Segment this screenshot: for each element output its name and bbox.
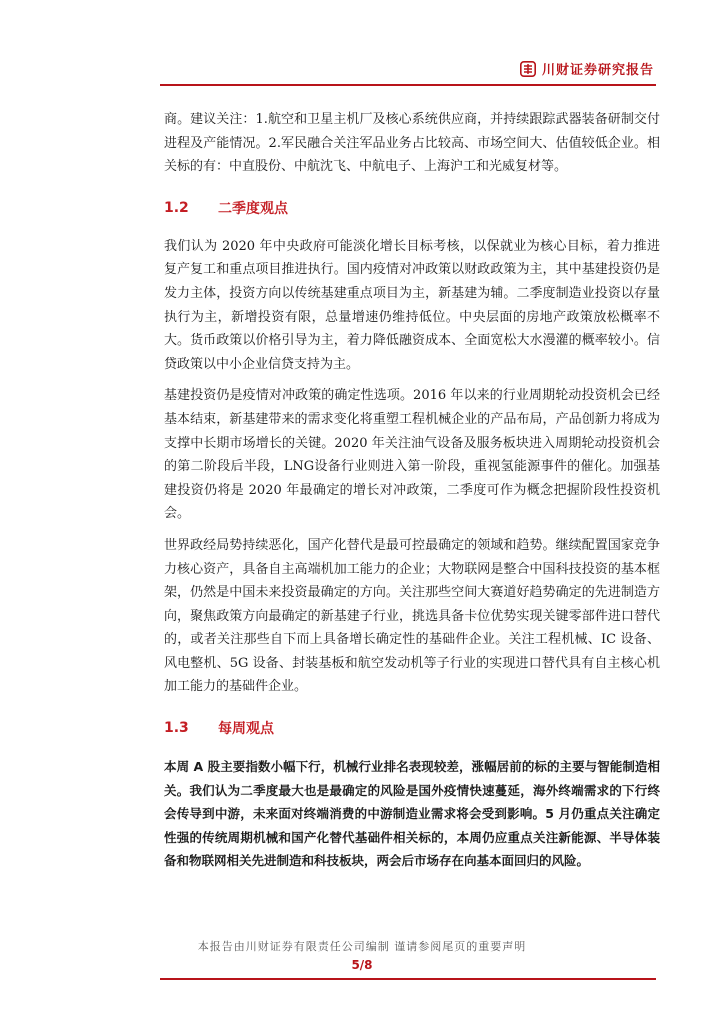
section-number: 1.2 — [164, 199, 189, 216]
chuancai-logo-icon — [520, 61, 536, 77]
page-header — [160, 52, 656, 86]
section-title: 每周观点 — [218, 721, 274, 738]
intro-paragraph: 商。建议关注：1.航空和卫星主机厂及核心系统供应商，并持续跟踪武器装备研制交付进程及产能情况。2.军民融合关注军品业务占比较高、市场空间大、估值较低企业。相关标的有：中直股份、中航沈飞、中航电子、上海沪工和光威复材等。 — [164, 112, 660, 175]
weekly-view-paragraph: 本周 A 股主要指数小幅下行，机械行业排名表现较差，涨幅居前的标的主要与智能制造相关。我们认为二季度最大也是最确定的风险是国外疫情快速蔓延，海外终端需求的下行终会传导到中游，未来面对终端消费的中游制造业需求将会受到影响。5 月仍重点关注确定性强的传统周期机械和国产化替代基础件相关标的，本周仍应重点关注新能源、半导体装备和物联网相关先进制造和科技板块，两会后市场存在向基本面回归的风险。 — [164, 759, 660, 869]
page-number: 5/8 — [351, 958, 373, 972]
report-body — [164, 108, 660, 873]
body-paragraph: 世界政经局势持续恶化，国产化替代是最可控最确定的领域和趋势。继续配置国家竞争力核心资产，具备自主高端机加工能力的企业；大物联网是整合中国科技投资的基本框架，仍然是中国未来投资最确定的方向。关注那些空间大赛道好趋势确定的先进制造方向，聚焦政策方向最确定的新基建子行业，挑选具备卡位优势实现关键零部件进口替代的，或者关注那些自下而上具备增长确定性的基础件企业。关注工程机械、IC 设备、风电整机、5G 设备、封装基板和航空发动机等子行业的实现进口替代具有自主核心机加工能力的基础件企业。 — [164, 537, 660, 695]
section-heading-1-3 — [164, 711, 660, 745]
brand — [520, 59, 654, 78]
body-paragraph: 我们认为 2020 年中央政府可能淡化增长目标考核，以保就业为核心目标，着力推进复产复工和重点项目推进执行。国内疫情对冲政策以财政政策为主，其中基建投资仍是发力主体，投资方向以传统基建重点项目为主，新基建为辅。二季度制造业投资以存量执行为主，新增投资有限，总量增速仍维持低位。中央层面的房地产政策放松概率不大。货币政策以价格引导为主，着力降低融资成本、全面宽松大水漫灌的概率较小。信贷政策以中小企业信贷支持为主。 — [164, 238, 660, 372]
section-number: 1.3 — [164, 720, 189, 737]
brand-name: 川财证券研究报告 — [541, 63, 654, 78]
footer-disclaimer: 本报告由川财证券有限责任公司编制 谨请参阅尾页的重要声明 — [197, 940, 527, 953]
section-title: 二季度观点 — [218, 200, 288, 217]
footer-divider — [160, 978, 656, 980]
body-paragraph: 基建投资仍是疫情对冲政策的确定性选项。2016 年以来的行业周期轮动投资机会已经基本结束，新基建带来的需求变化将重塑工程机械企业的产品布局，产品创新力将成为支撑中长期市场增长的关键。2020 年关注油气设备及服务板块进入周期轮动投资机会的第二阶段后半段，LNG设备行业则进入第一阶段，重视氢能源事件的催化。加强基建投资仍将是 2020 年最确定的增长对冲政策，二季度可作为概念把握阶段性投资机会。 — [164, 388, 660, 522]
section-heading-1-2 — [164, 191, 660, 225]
